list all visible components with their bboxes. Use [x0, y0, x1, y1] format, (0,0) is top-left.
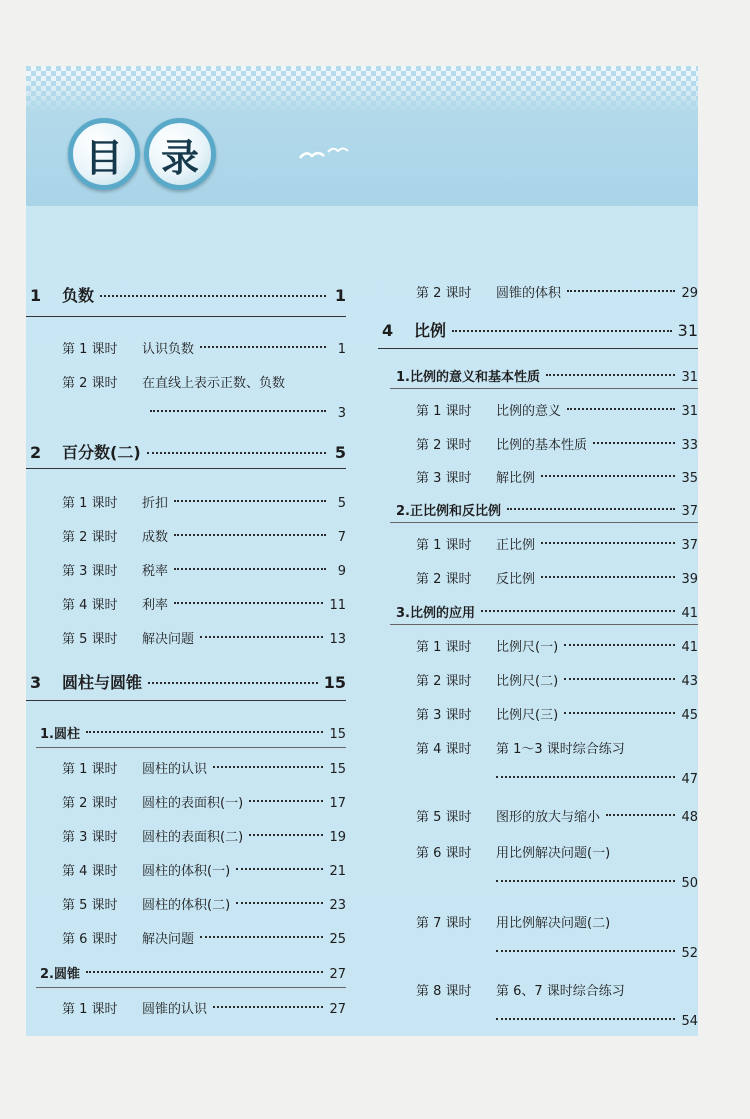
page-number: 27 [329, 967, 346, 982]
lesson-title: 图形的放大与缩小 [496, 810, 601, 825]
lesson-label: 第 4 课时 [62, 598, 118, 613]
dot-leader [564, 644, 675, 646]
section-title: 1.圆柱 [40, 727, 80, 742]
lesson-title: 比例的基本性质 [496, 438, 588, 453]
toc-lesson[interactable] [416, 912, 698, 931]
page-number: 9 [337, 564, 346, 579]
dot-leader [213, 766, 323, 768]
dot-leader [606, 814, 675, 816]
lesson-title: 圆锥的认识 [142, 1002, 208, 1017]
dot-leader [496, 880, 675, 882]
dot-leader [174, 568, 326, 570]
page-number: 50 [681, 876, 698, 891]
dot-leader [174, 534, 326, 536]
toc-lesson[interactable] [62, 338, 346, 357]
chapter-title: 百分数(二) [62, 443, 141, 462]
page-number: 7 [337, 530, 346, 545]
page-number: 43 [681, 674, 698, 689]
lesson-title: 解比例 [496, 471, 536, 486]
header-band [26, 66, 698, 206]
lesson-title: 比例的意义 [496, 404, 562, 419]
lesson-label: 第 2 课时 [416, 438, 472, 453]
dot-leader [546, 374, 675, 376]
toc-lesson[interactable] [416, 282, 698, 301]
page-number: 3 [337, 406, 346, 421]
chapter-number: 2 [30, 443, 42, 462]
toc-lesson-continued [496, 1014, 698, 1029]
lesson-title: 税率 [142, 564, 169, 579]
title-char-lu: 录 [144, 118, 216, 190]
toc-lesson-continued [496, 946, 698, 961]
page-number: 52 [681, 946, 698, 961]
toc-lesson[interactable] [416, 980, 698, 999]
dot-leader [200, 636, 323, 638]
toc-lesson-continued [150, 406, 346, 421]
dot-leader [200, 936, 323, 938]
chapter-number: 1 [30, 286, 42, 305]
toc-lesson[interactable] [62, 826, 346, 845]
lesson-label: 第 6 课时 [62, 932, 118, 947]
lesson-title: 圆柱的体积(一) [142, 864, 231, 879]
page-number: 19 [329, 830, 346, 845]
section-title: 1.比例的意义和基本性质 [396, 370, 540, 385]
page-number: 5 [337, 496, 346, 511]
dot-leader [541, 475, 675, 477]
section-rule [390, 388, 698, 389]
chapter-number: 4 [382, 321, 394, 340]
section-rule [36, 747, 346, 748]
page-number: 47 [681, 772, 698, 787]
lesson-label: 第 3 课时 [416, 471, 472, 486]
dot-leader [213, 1006, 323, 1008]
lesson-label: 第 5 课时 [62, 632, 118, 647]
page-number: 33 [681, 438, 698, 453]
page-number: 41 [681, 606, 698, 621]
toc-lesson[interactable] [62, 628, 346, 647]
toc-lesson[interactable] [416, 568, 698, 587]
dot-leader [507, 508, 675, 510]
page-number: 11 [329, 598, 346, 613]
dot-leader [567, 408, 675, 410]
page-number: 23 [329, 898, 346, 913]
page-number: 31 [681, 370, 698, 385]
page-number: 27 [329, 1002, 346, 1017]
toc-chapter-1[interactable] [30, 283, 346, 306]
toc-lesson[interactable] [416, 636, 698, 655]
lesson-title: 用比例解决问题(二) [496, 916, 611, 931]
lesson-label: 第 2 课时 [62, 796, 118, 811]
page-number: 25 [329, 932, 346, 947]
toc-lesson[interactable] [416, 467, 698, 486]
lesson-title: 利率 [142, 598, 169, 613]
toc-lesson[interactable] [416, 534, 698, 553]
toc-lesson[interactable] [62, 894, 346, 913]
dot-leader [567, 290, 675, 292]
checker-pattern [26, 66, 698, 114]
lesson-title: 圆柱的表面积(二) [142, 830, 244, 845]
toc-lesson-continued [496, 772, 698, 787]
page-number: 54 [681, 1014, 698, 1029]
toc-lesson-continued [496, 876, 698, 891]
lesson-title: 在直线上表示正数、负数 [142, 376, 286, 391]
toc-chapter-2[interactable] [30, 440, 346, 463]
toc-lesson[interactable] [62, 492, 346, 511]
page-number: 37 [681, 504, 698, 519]
bird-silhouette-icon [298, 144, 358, 168]
contents-page [26, 66, 698, 1036]
section-rule [36, 987, 346, 988]
page-number: 15 [329, 762, 346, 777]
toc-lesson[interactable] [62, 372, 346, 391]
toc-lesson[interactable] [62, 560, 346, 579]
page-number: 1 [337, 342, 346, 357]
lesson-label: 第 7 课时 [416, 916, 472, 931]
toc-section-direct-inverse[interactable] [396, 500, 698, 519]
lesson-title: 比例尺(二) [496, 674, 559, 689]
lesson-title: 认识负数 [142, 342, 195, 357]
page-number: 13 [329, 632, 346, 647]
toc-lesson[interactable] [416, 738, 698, 757]
page-number: 15 [329, 727, 346, 742]
toc-lesson[interactable] [416, 704, 698, 723]
dot-leader [249, 800, 323, 802]
section-title: 3.比例的应用 [396, 606, 475, 621]
toc-lesson[interactable] [62, 928, 346, 947]
lesson-label: 第 2 课时 [62, 530, 118, 545]
lesson-label: 第 3 课时 [62, 830, 118, 845]
page-number: 31 [681, 404, 698, 419]
lesson-label: 第 3 课时 [62, 564, 118, 579]
lesson-label: 第 4 课时 [416, 742, 472, 757]
dot-leader [541, 576, 675, 578]
lesson-title: 第 1～3 课时综合练习 [496, 742, 625, 757]
dot-leader [452, 330, 672, 332]
dot-leader [100, 295, 326, 297]
lesson-label: 第 4 课时 [62, 864, 118, 879]
lesson-label: 第 1 课时 [62, 496, 118, 511]
lesson-label: 第 1 课时 [416, 538, 472, 553]
dot-leader [236, 868, 323, 870]
dot-leader [148, 682, 318, 684]
lesson-title: 正比例 [496, 538, 536, 553]
dot-leader [86, 971, 323, 973]
page-number: 1 [334, 286, 346, 305]
lesson-label: 第 2 课时 [416, 674, 472, 689]
lesson-title: 比例尺(三) [496, 708, 559, 723]
page-number: 45 [681, 708, 698, 723]
lesson-title: 折扣 [142, 496, 169, 511]
lesson-title: 用比例解决问题(一) [496, 846, 611, 861]
lesson-title: 圆柱的体积(二) [142, 898, 231, 913]
chapter-number: 3 [30, 673, 42, 692]
lesson-label: 第 3 课时 [416, 708, 472, 723]
lesson-title: 圆柱的认识 [142, 762, 208, 777]
chapter-title: 圆柱与圆锥 [62, 673, 143, 692]
page-number: 37 [681, 538, 698, 553]
toc-lesson[interactable] [62, 526, 346, 545]
toc-chapter-3[interactable] [30, 670, 346, 693]
toc-section-proportion-meaning[interactable] [396, 366, 698, 385]
dot-leader [496, 950, 675, 952]
toc-lesson[interactable] [416, 434, 698, 453]
chapter-rule [26, 316, 346, 317]
dot-leader [174, 602, 323, 604]
lesson-label: 第 2 课时 [416, 286, 472, 301]
dot-leader [147, 452, 326, 454]
dot-leader [150, 410, 326, 412]
page-number: 39 [681, 572, 698, 587]
section-title: 2.正比例和反比例 [396, 504, 501, 519]
page-number: 15 [323, 673, 346, 692]
lesson-title: 成数 [142, 530, 169, 545]
section-title: 2.圆锥 [40, 967, 80, 982]
lesson-title: 圆锥的体积 [496, 286, 562, 301]
lesson-title: 解决问题 [142, 632, 195, 647]
page-number: 31 [677, 321, 698, 340]
lesson-label: 第 1 课时 [416, 404, 472, 419]
chapter-rule [26, 700, 346, 701]
lesson-label: 第 1 课时 [416, 640, 472, 655]
dot-leader [249, 834, 323, 836]
chapter-title: 比例 [414, 321, 447, 340]
page-number: 48 [681, 810, 698, 825]
toc-section-cone[interactable] [40, 963, 346, 982]
dot-leader [174, 500, 326, 502]
lesson-title: 解决问题 [142, 932, 195, 947]
dot-leader [496, 1018, 675, 1020]
toc-lesson[interactable] [62, 594, 346, 613]
section-rule [390, 522, 698, 523]
page-number: 41 [681, 640, 698, 655]
dot-leader [496, 776, 675, 778]
lesson-label: 第 1 课时 [62, 762, 118, 777]
lesson-label: 第 5 课时 [62, 898, 118, 913]
toc-section-cylinder[interactable] [40, 723, 346, 742]
toc-section-application[interactable] [396, 602, 698, 621]
dot-leader [481, 610, 675, 612]
chapter-rule [378, 348, 698, 349]
lesson-label: 第 2 课时 [416, 572, 472, 587]
toc-lesson[interactable] [62, 758, 346, 777]
chapter-rule [26, 468, 346, 469]
dot-leader [236, 902, 323, 904]
dot-leader [541, 542, 675, 544]
page-number: 5 [334, 443, 346, 462]
page-number: 29 [681, 286, 698, 301]
toc-lesson[interactable] [62, 792, 346, 811]
lesson-title: 反比例 [496, 572, 536, 587]
lesson-label: 第 6 课时 [416, 846, 472, 861]
title-char-mu: 目 [68, 118, 140, 190]
toc-lesson[interactable] [62, 998, 346, 1017]
toc-lesson[interactable] [62, 860, 346, 879]
lesson-label: 第 5 课时 [416, 810, 472, 825]
dot-leader [564, 712, 675, 714]
dot-leader [200, 346, 326, 348]
page-number: 35 [681, 471, 698, 486]
toc-lesson[interactable] [416, 806, 698, 825]
lesson-label: 第 1 课时 [62, 342, 118, 357]
lesson-label: 第 1 课时 [62, 1002, 118, 1017]
lesson-title: 比例尺(一) [496, 640, 559, 655]
toc-lesson[interactable] [416, 670, 698, 689]
section-rule [390, 624, 698, 625]
lesson-title: 圆柱的表面积(一) [142, 796, 244, 811]
lesson-title: 第 6、7 课时综合练习 [496, 984, 625, 999]
lesson-label: 第 2 课时 [62, 376, 118, 391]
dot-leader [593, 442, 675, 444]
page-number: 21 [329, 864, 346, 879]
dot-leader [86, 731, 323, 733]
dot-leader [564, 678, 675, 680]
toc-chapter-4[interactable] [382, 318, 698, 341]
toc-lesson[interactable] [416, 842, 698, 861]
toc-lesson[interactable] [416, 400, 698, 419]
chapter-title: 负数 [62, 286, 95, 305]
page-number: 17 [329, 796, 346, 811]
lesson-label: 第 8 课时 [416, 984, 472, 999]
